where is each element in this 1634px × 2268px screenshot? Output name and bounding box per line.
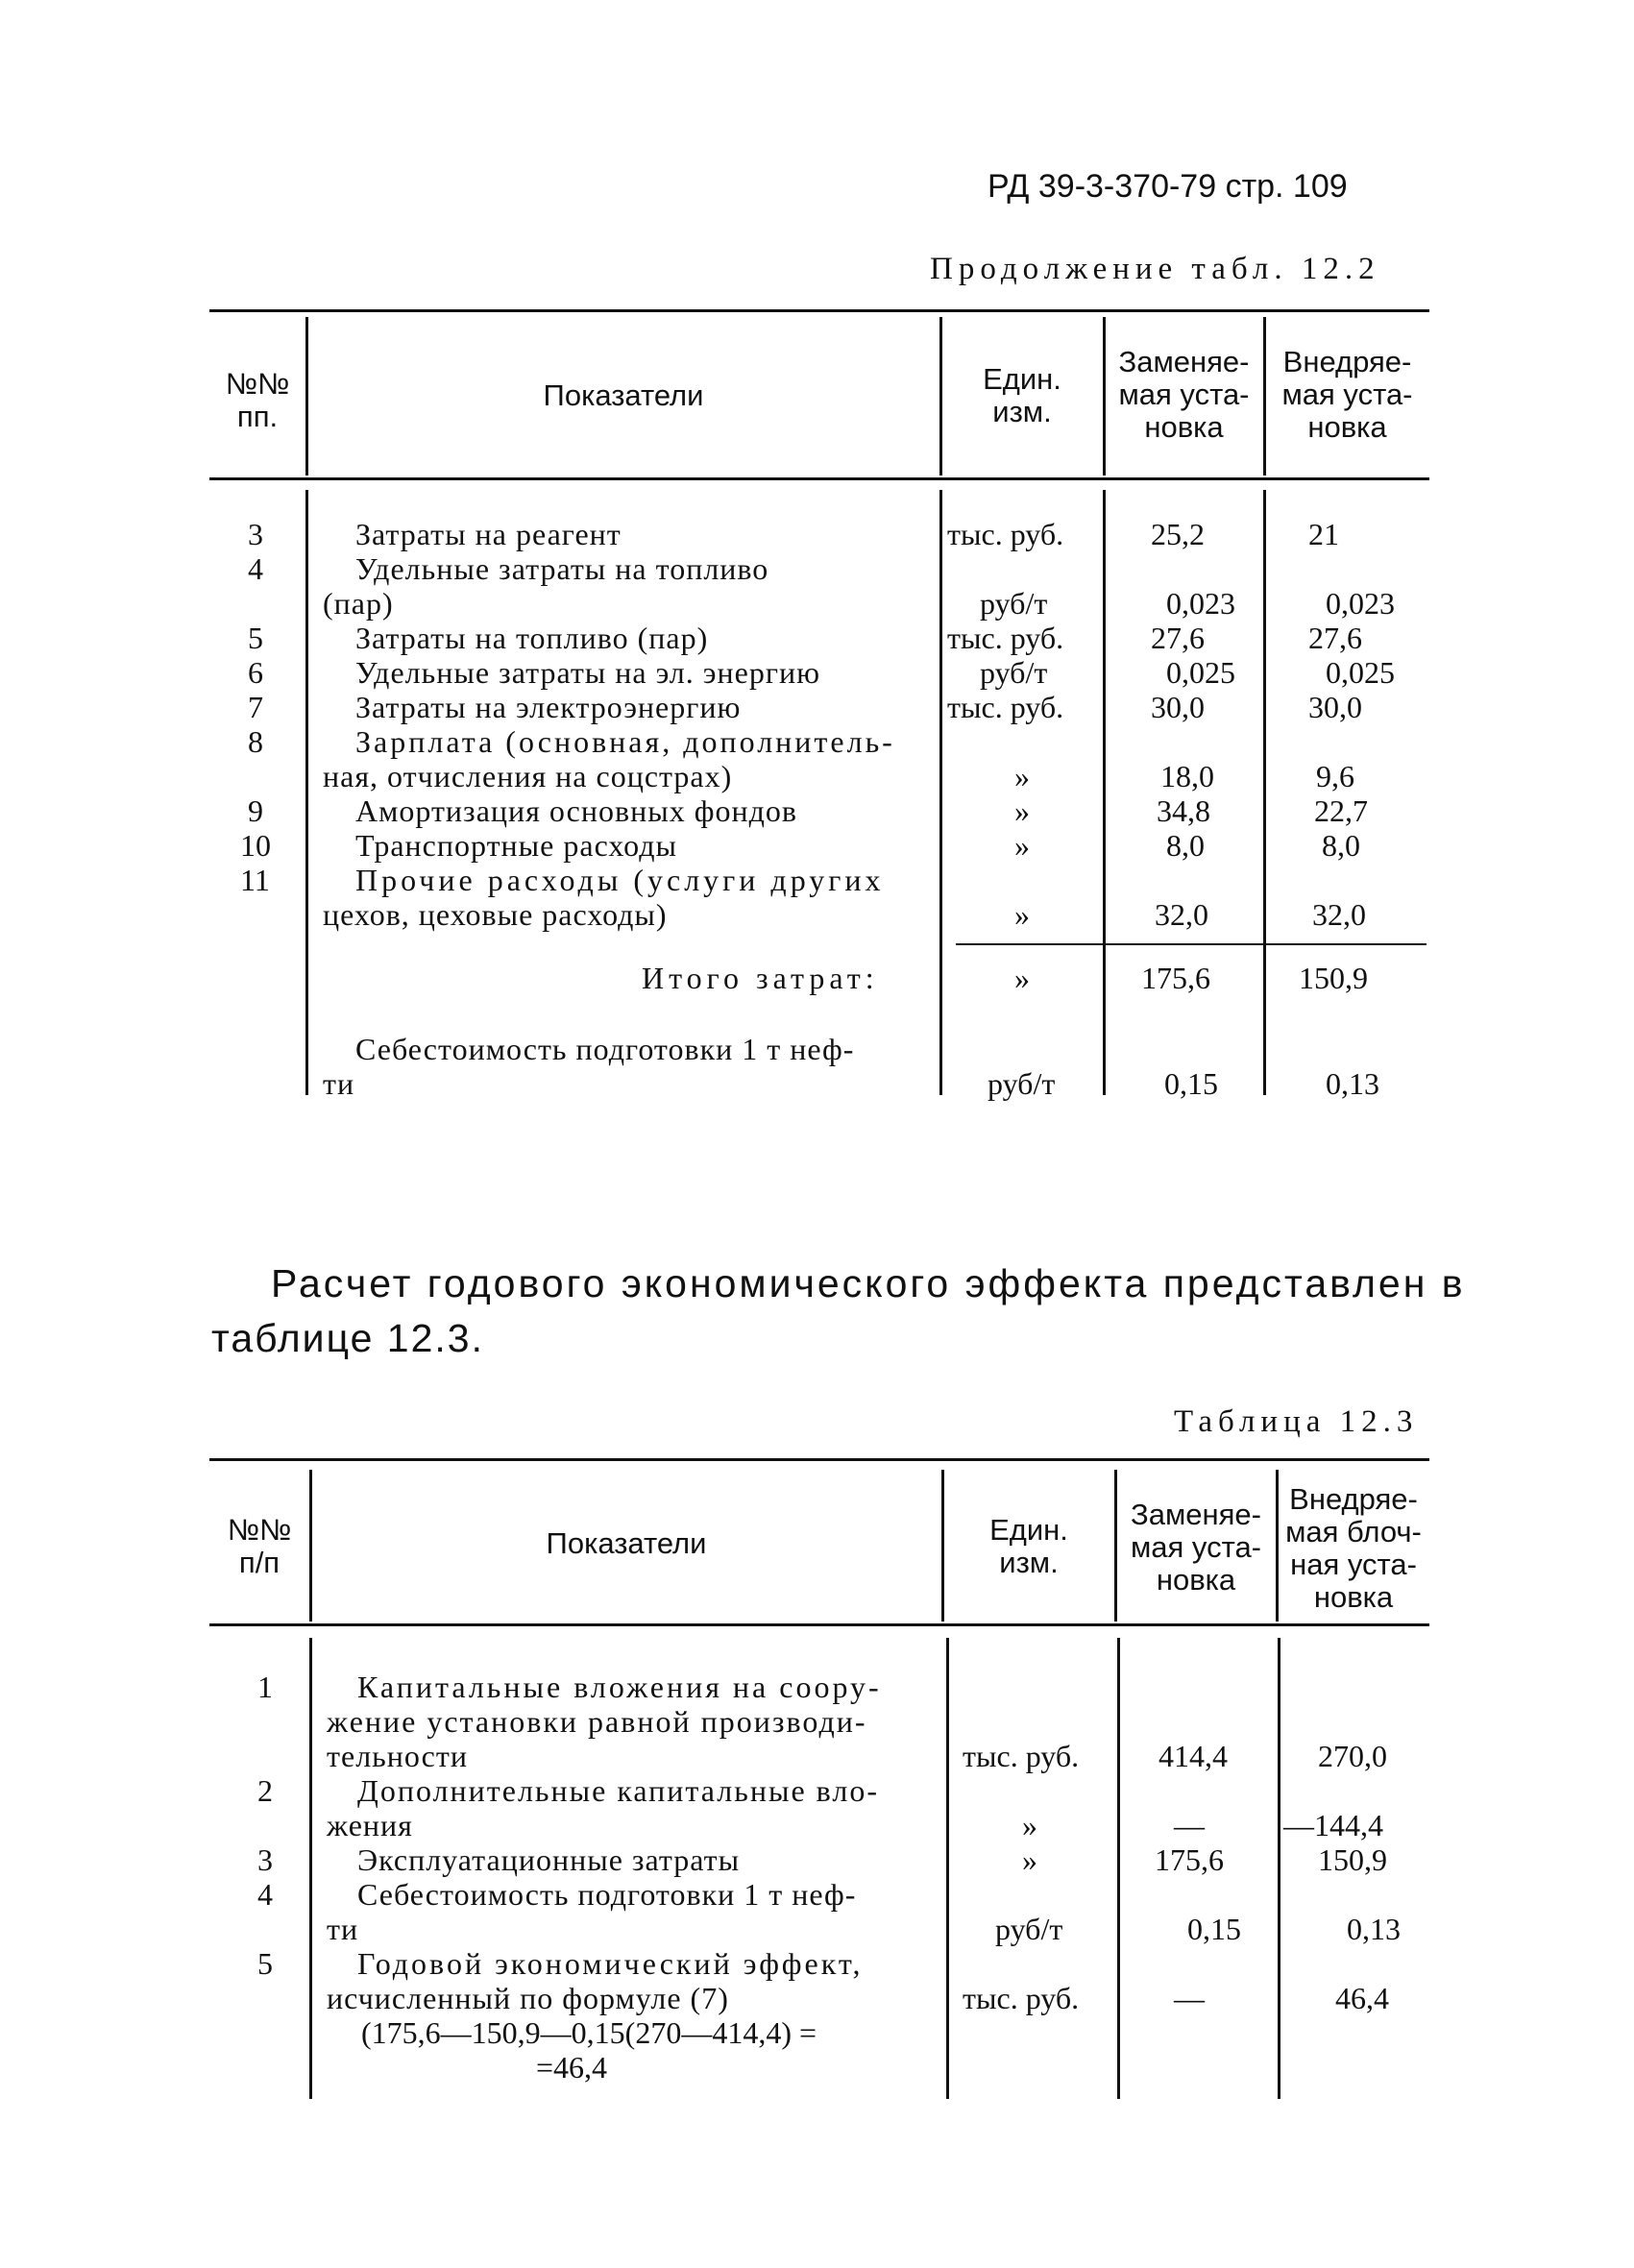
t123-r5-num: 5 — [257, 1946, 273, 1981]
t122-r9-unit: » — [1014, 793, 1030, 828]
t122-r8-int: 9,6 — [1316, 759, 1354, 793]
t123-r2-rep: — — [1174, 1808, 1205, 1842]
t122-r8-unit: » — [1014, 759, 1030, 793]
t123-r1-text-2: жение установки равной производи- — [327, 1704, 867, 1739]
table-12-3-body-vline-3 — [1117, 1638, 1120, 2099]
t122-r4-text-2: (пар) — [323, 586, 394, 621]
t123-r3-text: Эксплуатационные затраты — [357, 1842, 741, 1877]
table-12-3-header-rule — [209, 1623, 1429, 1626]
table-12-3-body-vline-4 — [1278, 1638, 1280, 2099]
table-12-2-body-vline-3 — [1103, 490, 1106, 1095]
t123-r1-unit: тыс. руб. — [963, 1739, 1080, 1773]
t123-r1-text-3: тельности — [327, 1739, 468, 1773]
t122-cost-text-1: Себестоимость подготовки 1 т неф- — [355, 1032, 855, 1066]
t123-h-unit: Един. изм. — [989, 1513, 1068, 1579]
t123-r2-int: —144,4 — [1283, 1808, 1383, 1842]
t122-cost-rep: 0,15 — [1164, 1066, 1218, 1101]
t122-r8-text-1: Зарплата (основная, дополнитель- — [355, 724, 895, 759]
t122-r10-int: 8,0 — [1322, 828, 1360, 863]
t122-total-rep: 175,6 — [1141, 961, 1210, 995]
t122-r3-text: Затраты на реагент — [355, 517, 622, 551]
t123-r4-rep: 0,15 — [1187, 1912, 1241, 1946]
table-12-2-top-rule — [209, 309, 1429, 312]
t122-r10-unit: » — [1014, 828, 1030, 863]
table-12-2-body-vline-4 — [1263, 490, 1266, 1095]
t122-h-replaced: Заменяе- мая уста- новка — [1118, 345, 1250, 444]
t122-r4-int: 0,023 — [1326, 586, 1395, 621]
t122-h-unit: Един. изм. — [983, 362, 1061, 428]
t123-r1-int: 270,0 — [1318, 1739, 1387, 1773]
t123-r3-unit: » — [1022, 1842, 1037, 1877]
t122-h-introduced: Внедряе- мая уста- новка — [1281, 345, 1413, 444]
t122-r11-unit: » — [1014, 897, 1030, 932]
t122-total-rule — [956, 943, 1427, 945]
t122-r3-num: 3 — [248, 517, 263, 551]
t122-cost-int: 0,13 — [1326, 1066, 1379, 1101]
t123-r1-num: 1 — [257, 1670, 273, 1704]
t122-r4-num: 4 — [248, 551, 263, 586]
t122-r11-int: 32,0 — [1312, 897, 1366, 932]
t122-total-unit: » — [1014, 961, 1030, 995]
t122-r11-text-1: Прочие расходы (услуги других — [355, 863, 885, 897]
t123-r5-int: 46,4 — [1335, 1981, 1389, 2015]
t123-r5-text-1: Годовой экономический эффект, — [357, 1946, 864, 1981]
t122-total-int: 150,9 — [1299, 961, 1368, 995]
t122-r11-num: 11 — [240, 863, 270, 897]
t122-r9-rep: 34,8 — [1157, 793, 1210, 828]
t123-r4-text-2: ти — [327, 1912, 359, 1946]
t122-r5-int: 27,6 — [1308, 621, 1362, 655]
table-12-3-body-vline-1 — [309, 1638, 312, 2099]
t123-h-introduced: Внедряе- мая блоч- ная уста- новка — [1285, 1482, 1422, 1614]
t122-r11-text-2: цехов, цеховые расходы) — [323, 897, 668, 932]
table-12-2-caption: Продолжение табл. 12.2 — [930, 252, 1380, 286]
t122-r4-text-1: Удельные затраты на топливо — [355, 551, 769, 586]
t123-r3-int: 150,9 — [1318, 1842, 1387, 1877]
t123-r4-unit: руб/т — [995, 1912, 1063, 1946]
t122-r5-unit: тыс. руб. — [947, 621, 1064, 655]
page-header: РД 39-3-370-79 стр. 109 — [988, 168, 1348, 205]
t122-r6-text: Удельные затраты на эл. энергию — [355, 655, 820, 690]
paragraph-line-2: таблице 12.3. — [211, 1316, 484, 1360]
t122-r11-rep: 32,0 — [1155, 897, 1208, 932]
t122-h-num: №№ пп. — [225, 367, 290, 433]
t122-r6-unit: руб/т — [980, 655, 1048, 690]
t123-r4-text-1: Себестоимость подготовки 1 т неф- — [357, 1877, 857, 1912]
t122-r10-rep: 8,0 — [1166, 828, 1205, 863]
t123-r2-num: 2 — [257, 1773, 273, 1808]
t122-cost-text-2: ти — [323, 1066, 355, 1101]
t123-r1-text-1: Капитальные вложения на соору- — [357, 1670, 882, 1704]
table-12-2-body-vline-2 — [939, 490, 942, 1095]
t123-r4-int: 0,13 — [1347, 1912, 1401, 1946]
t123-r5-text-3: (175,6—150,9—0,15(270—414,4) = — [361, 2015, 817, 2050]
t122-r10-text: Транспортные расходы — [355, 828, 677, 863]
t122-r6-num: 6 — [248, 655, 263, 690]
t122-cost-unit: руб/т — [988, 1066, 1056, 1101]
t122-r8-num: 8 — [248, 724, 263, 759]
t123-h-replaced: Заменяе- мая уста- новка — [1130, 1498, 1262, 1597]
t123-r5-unit: тыс. руб. — [963, 1981, 1080, 2015]
t122-r6-rep: 0,025 — [1166, 655, 1235, 690]
t122-r4-rep: 0,023 — [1166, 586, 1235, 621]
t122-r7-int: 30,0 — [1308, 690, 1362, 724]
t122-r5-num: 5 — [248, 621, 263, 655]
t122-r7-num: 7 — [248, 690, 263, 724]
t122-r5-text: Затраты на топливо (пар) — [355, 621, 709, 655]
t122-r5-rep: 27,6 — [1151, 621, 1205, 655]
t123-r2-unit: » — [1022, 1808, 1037, 1842]
table-12-3-body-vline-2 — [946, 1638, 949, 2099]
t123-h-indicator: Показатели — [546, 1526, 707, 1560]
t122-r9-int: 22,7 — [1314, 793, 1368, 828]
t123-r2-text-2: жения — [327, 1808, 413, 1842]
t122-r7-text: Затраты на электроэнергию — [355, 690, 742, 724]
t123-r2-text-1: Дополнительные капитальные вло- — [357, 1773, 879, 1808]
table-12-3-caption: Таблица 12.3 — [1174, 1404, 1419, 1439]
t122-r9-num: 9 — [248, 793, 263, 828]
t122-r10-num: 10 — [240, 828, 271, 863]
t123-r3-rep: 175,6 — [1155, 1842, 1224, 1877]
t123-r5-rep: — — [1174, 1981, 1205, 2015]
t123-r4-num: 4 — [257, 1877, 273, 1912]
t122-r8-text-2: ная, отчисления на соцстрах) — [323, 759, 733, 793]
t122-r7-unit: тыс. руб. — [947, 690, 1064, 724]
t122-r3-int: 21 — [1308, 517, 1339, 551]
t122-r3-unit: тыс. руб. — [947, 517, 1064, 551]
t122-total-label: Итого затрат: — [642, 961, 879, 995]
t123-r1-rep: 414,4 — [1158, 1739, 1228, 1773]
t122-r6-int: 0,025 — [1326, 655, 1395, 690]
table-12-3-top-rule — [209, 1458, 1429, 1461]
table-12-2-header-rule — [209, 477, 1429, 480]
t123-r3-num: 3 — [257, 1842, 273, 1877]
paragraph-line-1: Расчет годового экономического эффекта представлен в — [271, 1261, 1466, 1305]
t123-r5-text-4: =46,4 — [536, 2050, 608, 2085]
t122-r3-rep: 25,2 — [1151, 517, 1205, 551]
t122-h-indicator: Показатели — [543, 378, 704, 412]
t122-r7-rep: 30,0 — [1151, 690, 1205, 724]
t123-h-num: №№ п/п — [227, 1513, 292, 1579]
t122-r8-rep: 18,0 — [1160, 759, 1214, 793]
table-12-2-body-vline-1 — [305, 490, 308, 1095]
t122-r4-unit: руб/т — [980, 586, 1048, 621]
t122-r9-text: Амортизация основных фондов — [355, 793, 797, 828]
t123-r5-text-2: исчисленный по формуле (7) — [327, 1981, 729, 2015]
